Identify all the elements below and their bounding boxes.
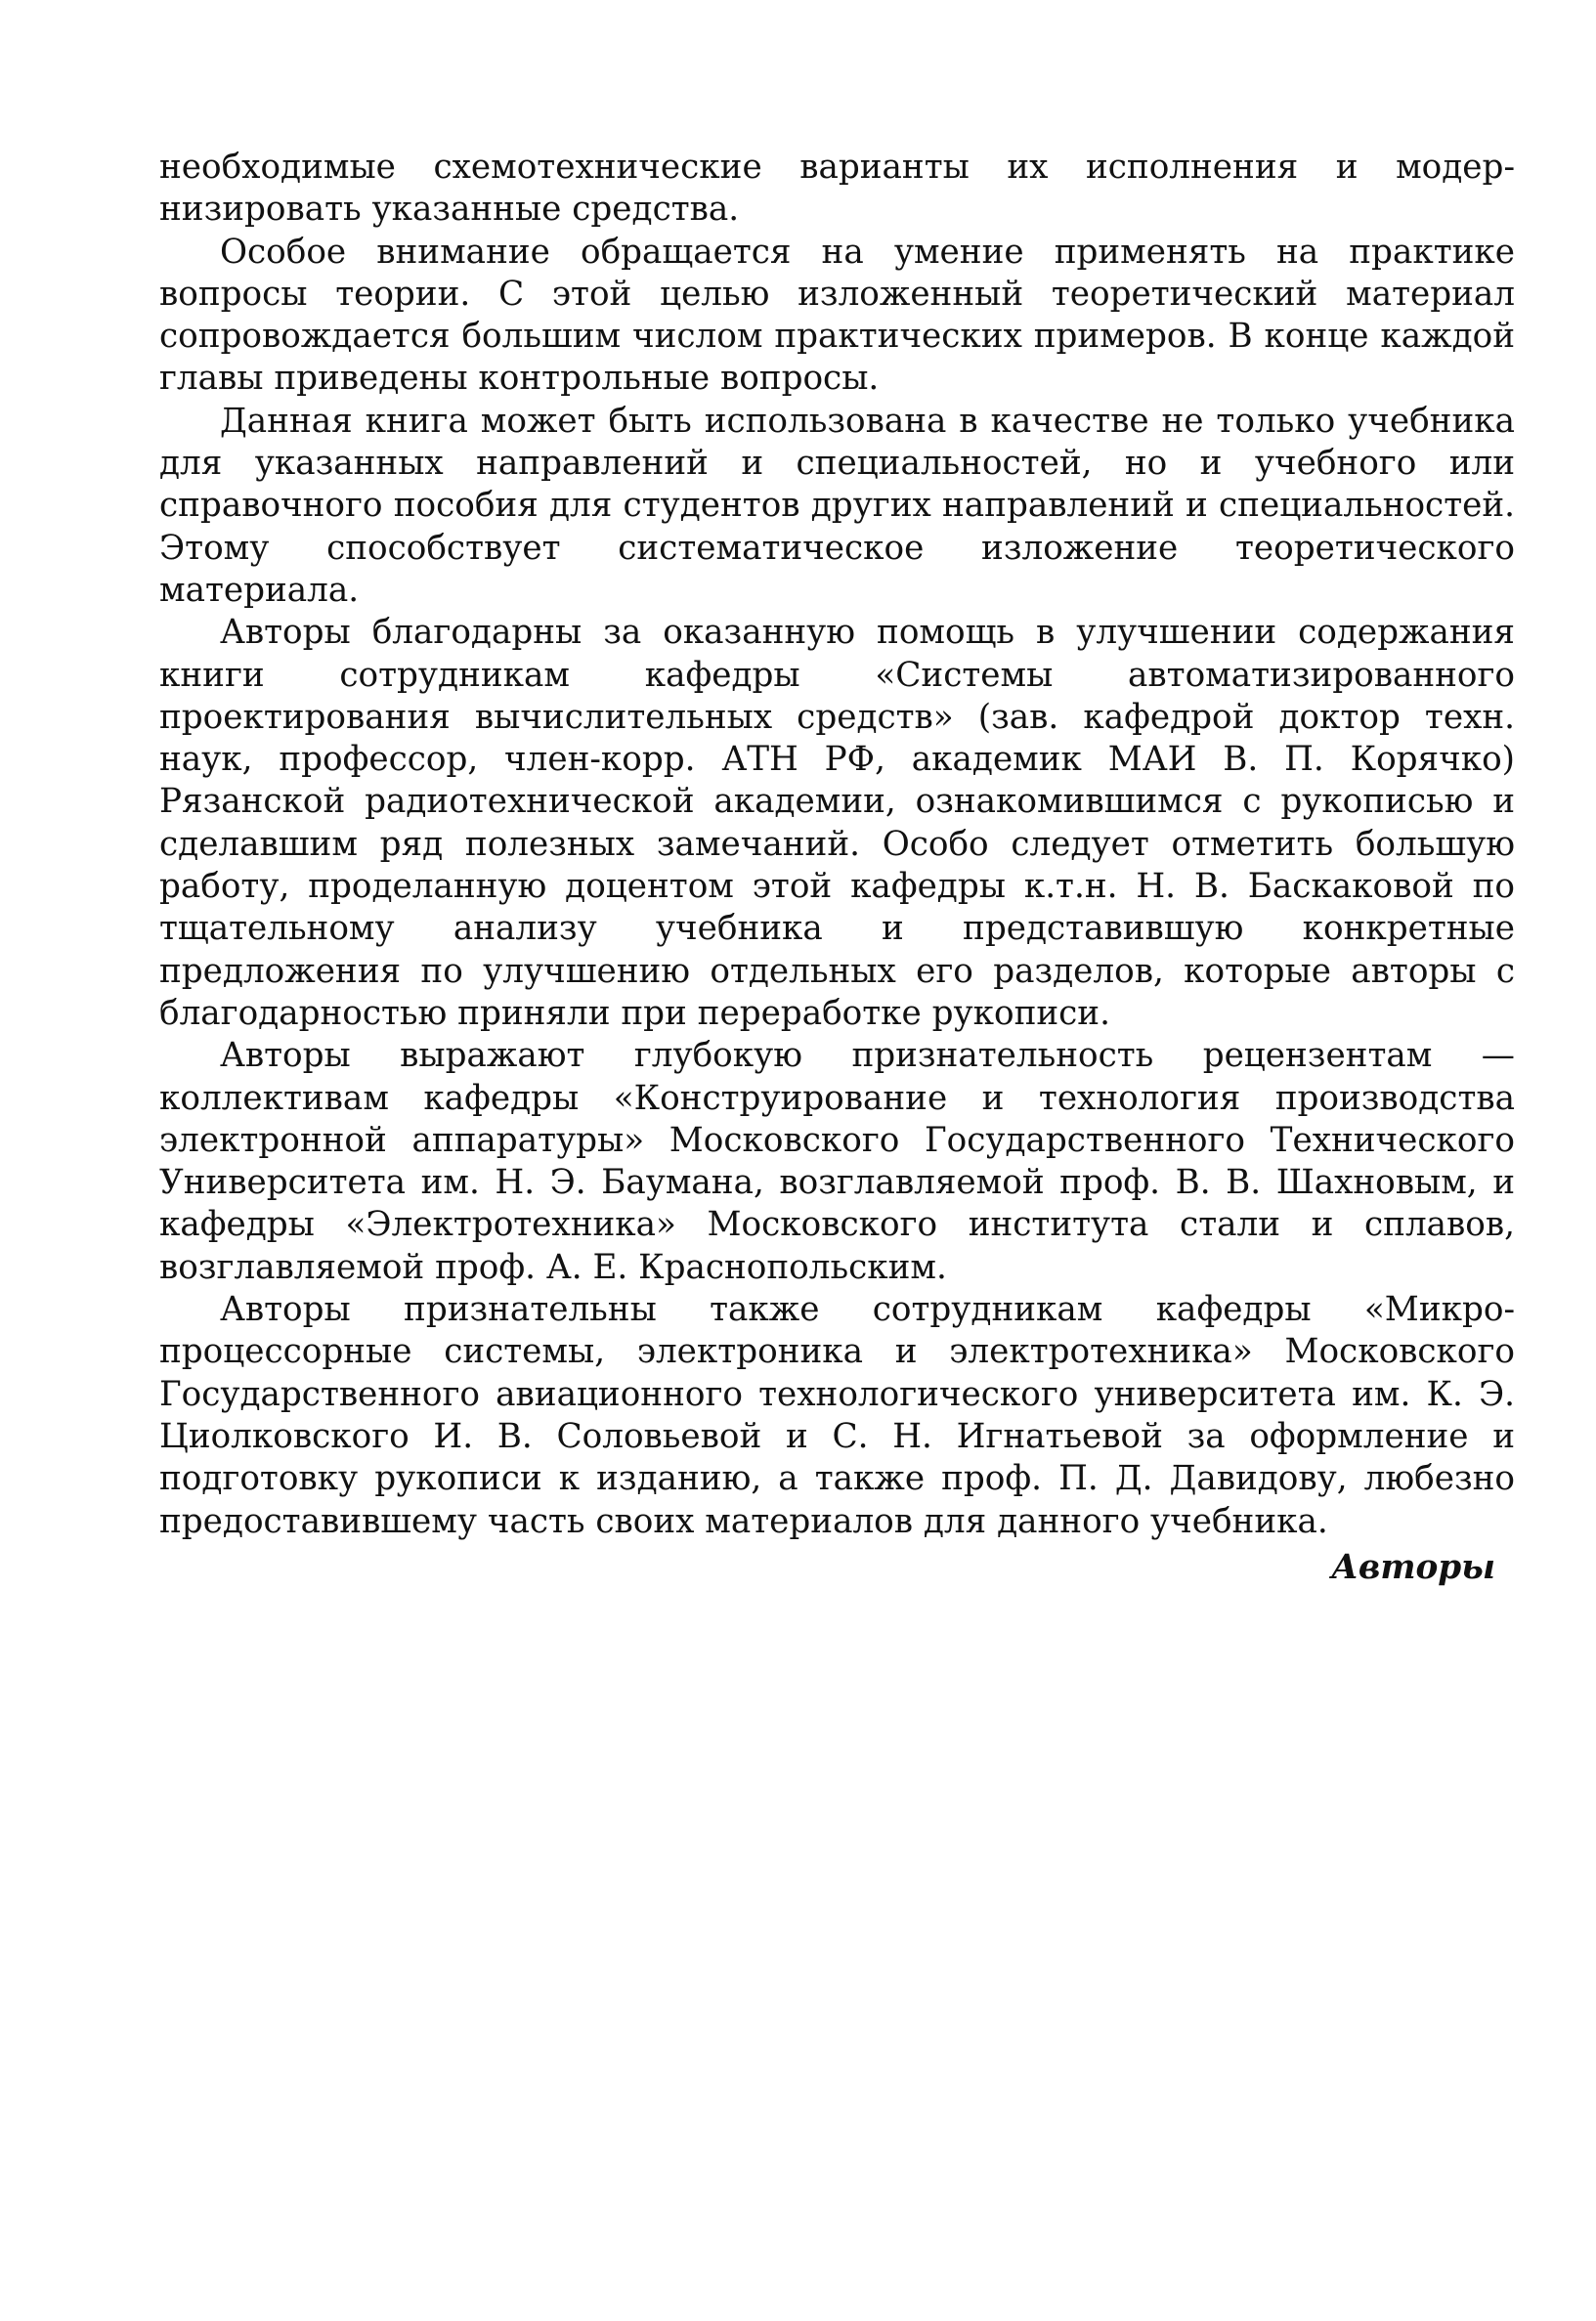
paragraph-continuation: необходимые схемотехнические варианты их исполнения и модернизировать указанные средства. [159,148,1515,230]
paragraph-acknowledgements-ryazan: Авторы благодарны за оказанную помощь в улучшении содержания книги сотрудникам кафедры «Системы автоматизированного проектирования вычислительных средств» (зав. кафедрой доктор техн. наук, профессор, член-корр. АТН РФ, академик МАИ В. П. Корячко) Рязанской радиотехнической академии, ознакомившимся с рукописью и сделавшим ряд полезных замечаний. Особо следует отметить большую работу, проделанную доцентом этой кафедры к.т.н. Н. В. Баскаковой по тщательному анализу учебника и представившую конкретные предложения по улучшению отдельных его разделов, которые авторы с благодарностью приняли при переработке рукописи. [159,613,1515,1033]
paragraph-book-usage: Данная книга может быть использована в качестве не только учебника для указанных направлений и специальностей, но и учебного или справочного пособия для студентов других направлений и специальностей. Этому способствует систематическое изложение теоретического материала. [159,401,1515,610]
authors-signature: Авторы [1331,1547,1495,1587]
document-page [159,147,1515,1589]
paragraph-theory-practice: Особое внимание обращается на умение применять на практике вопросы теории. С этой целью изложенный теоретический материал сопровождается большим числом практических примеров. В конце каждой главы приведены контрольные вопросы. [159,232,1515,399]
paragraph-acknowledgements-reviewers: Авторы выражают глубокую признательность рецензентам — коллективам кафедры «Конструирование и технология производства электронной аппаратуры» Московского Государственного Технического Университета им. Н. Э. Баумана, возглавляемой проф. В. В. Шахновым, и кафедры «Электротехника» Московского института стали и сплавов, возглавляемой проф. А. Е. Краснопольским. [159,1036,1515,1287]
paragraph-acknowledgements-staff: Авторы признательны также сотрудникам кафедры «Микропроцессорные системы, электроника и электротехника» Московского Государственного авиационного технологического университета им. К. Э. Циолковского И. В. Соловьевой и С. Н. Игнатьевой за оформление и подготовку рукописи к изданию, а также проф. П. Д. Давидову, любезно предоставившему часть своих материалов для данного учебника. [159,1290,1515,1541]
